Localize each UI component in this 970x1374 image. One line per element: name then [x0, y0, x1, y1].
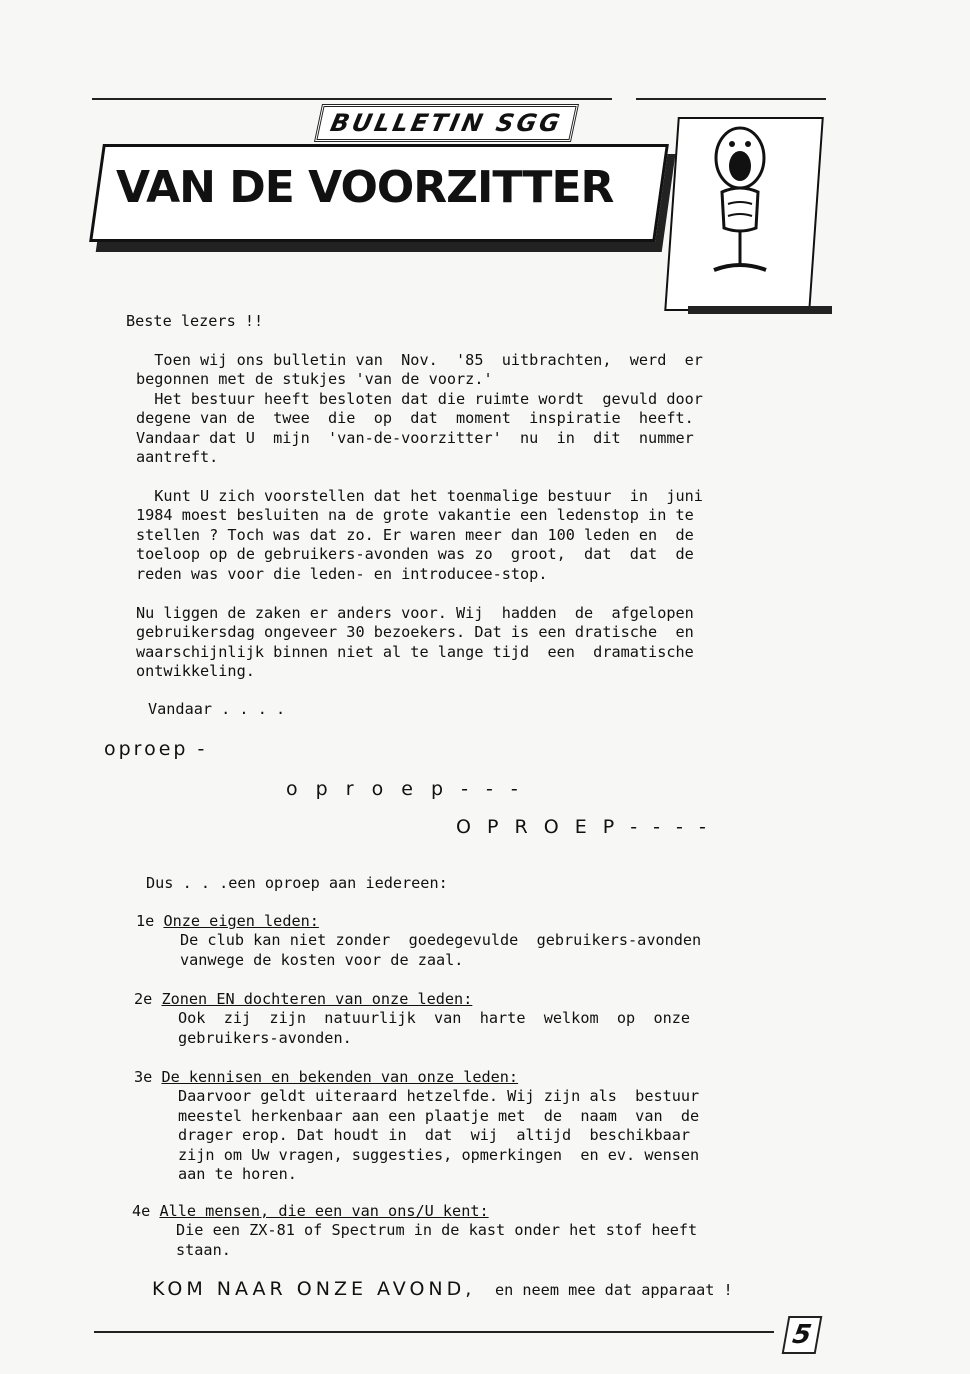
item-heading: Alle mensen, die een van ons/U kent:: [159, 1202, 489, 1220]
text-line: zijn om Uw vragen, suggesties, opmerkingen en ev. wensen: [178, 1145, 700, 1164]
item-number: 4e: [132, 1202, 151, 1220]
paragraph-3: [136, 604, 694, 682]
text-line: Het bestuur heeft besloten dat die ruimte wordt gevuld door: [136, 389, 703, 408]
text-line: Daarvoor geldt uiteraard hetzelfde. Wij zijn als bestuur: [178, 1087, 700, 1106]
item-number: 2e: [134, 990, 153, 1008]
text-line: toeloop op de gebruikers-avonden was zo groot, dat dat de: [136, 545, 694, 564]
text-line: Kunt U zich voorstellen dat het toenmalige bestuur in juni: [136, 487, 703, 505]
text-line: reden was voor die leden- en introducee-stop.: [136, 564, 548, 583]
paragraph-1: [136, 351, 703, 467]
text-line: aantreft.: [136, 448, 219, 467]
list-item: [132, 1202, 697, 1260]
oproep-small: oproep -: [104, 738, 208, 760]
oproep-medium: o p r o e p - - -: [286, 778, 524, 800]
item-number: 1e: [136, 912, 155, 930]
list-item: [134, 1068, 699, 1184]
item-number: 3e: [134, 1068, 153, 1086]
closing-small: en neem mee dat apparaat !: [494, 1281, 733, 1299]
bulletin-tag: BULLETIN SGG: [314, 104, 579, 142]
footer-rule: [94, 1331, 774, 1333]
paragraph-2: [136, 487, 703, 584]
text-line: Nu liggen de zaken er anders voor. Wij hadden de afgelopen: [136, 604, 694, 622]
text-line: Vandaar dat U mijn 'van-de-voorzitter' nu in dit nummer: [136, 428, 694, 447]
item-heading: Zonen EN dochteren van onze leden:: [161, 990, 473, 1008]
item-heading: De kennisen en bekenden van onze leden:: [161, 1068, 519, 1086]
dus-line: Dus . . .een oproep aan iedereen:: [146, 874, 448, 892]
header-rule-left: [92, 98, 612, 100]
list-item: [136, 912, 701, 970]
text-line: Die een ZX-81 of Spectrum in de kast onder het stof heeft: [176, 1221, 698, 1240]
text-line: De club kan niet zonder goedegevulde gebruikers-avonden: [180, 931, 702, 950]
text-line: ontwikkeling.: [136, 662, 255, 681]
text-line: stellen ? Toch was dat zo. Er waren meer dan 100 leden en de: [136, 525, 694, 544]
text-line: begonnen met de stukjes 'van de voorz.': [136, 370, 493, 389]
text-line: aan te horen.: [178, 1165, 297, 1184]
text-line: degene van de twee die op dat moment inspiratie heeft.: [136, 409, 694, 428]
mascot-illustration: [652, 100, 832, 320]
closing-big: KOM NAAR ONZE AVOND,: [152, 1278, 476, 1300]
page-title: VAN DE VOORZITTER: [116, 162, 614, 213]
oproep-large: O P R O E P - - - -: [456, 816, 711, 838]
text-line: gebruikersdag ongeveer 30 bezoekers. Dat is een dratische en: [136, 623, 694, 642]
text-line: vanwege de kosten voor de zaal.: [180, 950, 464, 969]
list-item: [134, 990, 690, 1048]
item-heading: Onze eigen leden:: [163, 912, 319, 930]
closing-line: [152, 1278, 733, 1300]
text-line: waarschijnlijk binnen niet al te lange tijd een dramatische: [136, 642, 694, 661]
text-line: drager erop. Dat houdt in dat wij altijd beschikbaar: [178, 1126, 691, 1145]
page-number: 5: [782, 1316, 823, 1354]
text-line: Toen wij ons bulletin van Nov. '85 uitbrachten, werd er: [136, 351, 703, 369]
text-line: gebruikers-avonden.: [178, 1028, 352, 1047]
greeting: Beste lezers !!: [126, 312, 264, 330]
vandaar-line: Vandaar . . . .: [148, 700, 286, 718]
text-line: 1984 moest besluiten na de grote vakantie een ledenstop in te: [136, 506, 694, 525]
text-line: meestel herkenbaar aan een plaatje met de naam van de: [178, 1106, 700, 1125]
text-line: Ook zij zijn natuurlijk van harte welkom op onze: [178, 1009, 691, 1028]
text-line: staan.: [176, 1240, 231, 1259]
